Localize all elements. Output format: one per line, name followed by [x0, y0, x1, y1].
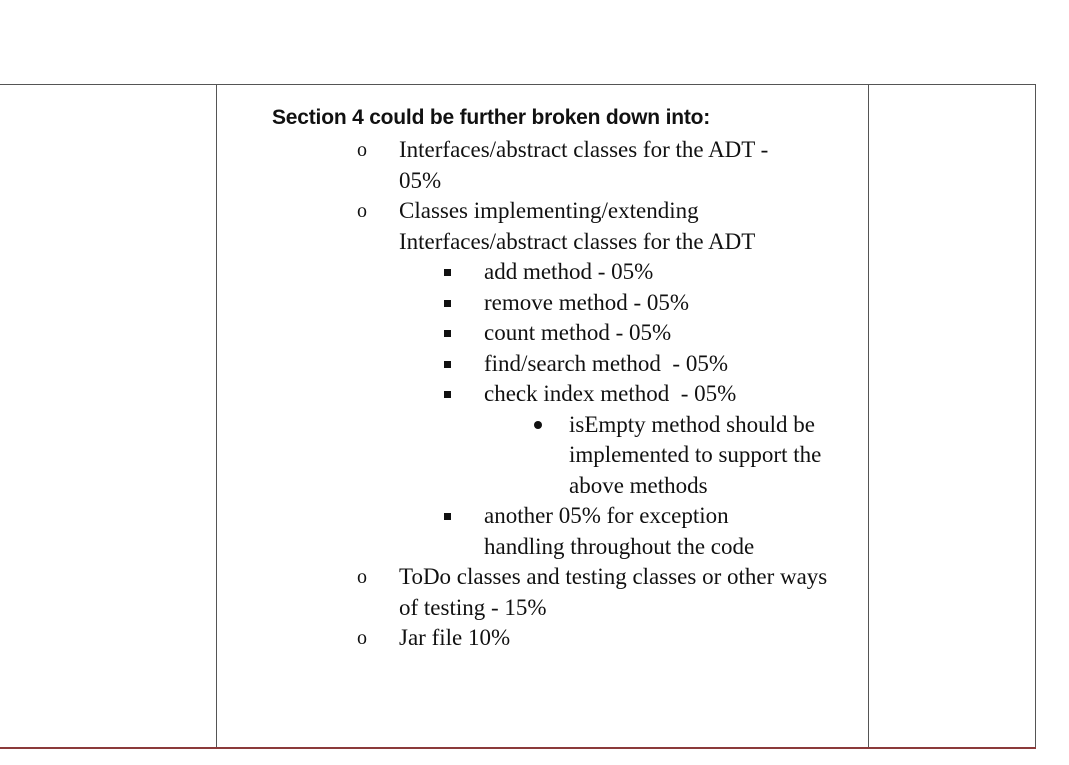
sub-list-item: [272, 257, 842, 288]
list-item-text: Jar file 10%: [399, 625, 511, 650]
sub-list-item: [272, 288, 842, 319]
sub-list-item-text: check index method - 05%: [484, 381, 737, 406]
sub-list-item-text: count method - 05%: [484, 320, 672, 345]
sub-sub-list-item-text: isEmpty method should be implemented to support the above methods: [569, 411, 822, 498]
list-item: [272, 623, 862, 654]
sub-list: [399, 257, 842, 562]
sub-list-item-text: remove method - 05%: [484, 289, 690, 315]
outline-list: [272, 135, 862, 654]
table-right-border: [1035, 84, 1036, 748]
table-bottom-border: [0, 747, 1036, 749]
square-bullet-icon: [444, 330, 451, 337]
sub-list-item: [272, 501, 842, 562]
section-heading: Section 4 could be further broken down into:: [272, 106, 711, 129]
hollow-circle-bullet-icon: o: [357, 139, 367, 161]
sub-list-item: [272, 379, 842, 501]
hollow-circle-bullet-icon: o: [357, 566, 367, 588]
hollow-circle-bullet-icon: o: [357, 200, 367, 222]
square-bullet-icon: [444, 513, 451, 520]
table-top-border: [0, 84, 1036, 85]
list-item: [272, 135, 862, 196]
sub-list-item: [272, 349, 842, 380]
list-item-text: ToDo classes and testing classes or other ways of testing - 15%: [399, 564, 828, 620]
sub-sub-list: [484, 410, 842, 502]
square-bullet-icon: [444, 269, 451, 276]
sub-list-item-text: another 05% for exception handling throughout the code: [484, 503, 755, 559]
sub-sub-list-item: [272, 410, 842, 502]
list-item: [272, 196, 862, 562]
sub-list-item-text: add method - 05%: [484, 259, 654, 284]
hollow-circle-bullet-icon: o: [357, 627, 367, 649]
sub-list-item: [272, 318, 842, 349]
column-divider-left: [216, 84, 217, 748]
column-divider-right: [868, 84, 869, 748]
list-item-text: Interfaces/abstract classes for the ADT - 05%: [399, 137, 769, 193]
list-item-text: Classes implementing/extending Interfaces/abstract classes for the ADT: [399, 198, 756, 254]
filled-dot-bullet-icon: [534, 421, 542, 429]
square-bullet-icon: [444, 300, 451, 307]
square-bullet-icon: [444, 361, 451, 368]
table-cell-content: [272, 103, 862, 654]
list-item: [272, 562, 862, 623]
sub-list-item-text: find/search method - 05%: [484, 350, 728, 376]
square-bullet-icon: [444, 391, 451, 398]
